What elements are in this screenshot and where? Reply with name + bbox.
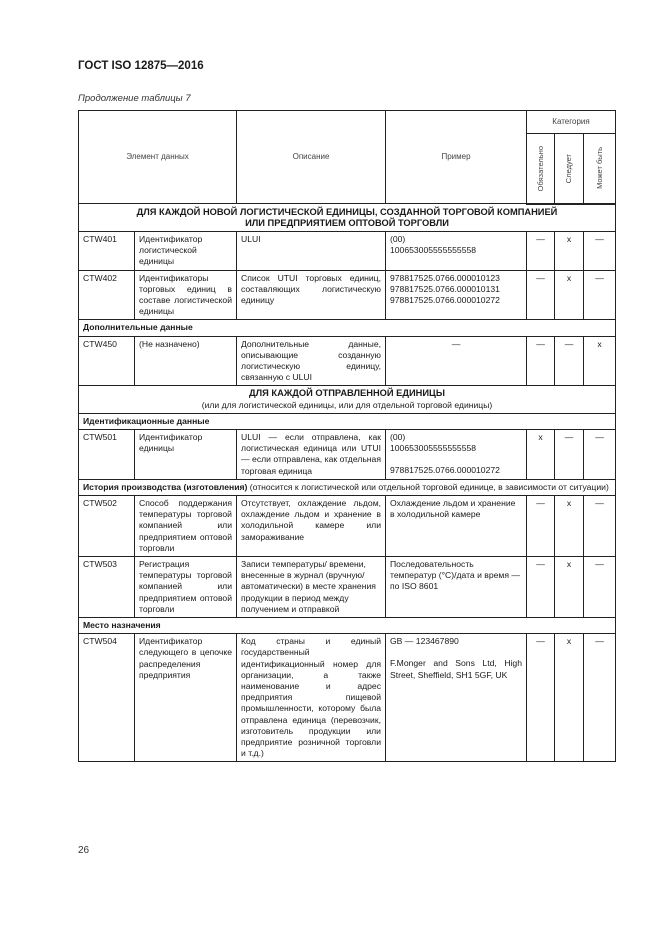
- document-title: ГОСТ ISO 12875—2016: [78, 60, 204, 72]
- column-header-example: Пример: [386, 111, 527, 204]
- row-may: —: [584, 270, 616, 320]
- row-example: —: [386, 336, 527, 386]
- row-may: —: [584, 495, 616, 556]
- row-mandatory: —: [527, 634, 555, 762]
- row-element: Идентификатор единицы: [135, 429, 237, 479]
- table-row: [79, 495, 616, 556]
- row-element: Идентификатор следующего в цепочке распределения предприятия: [135, 634, 237, 762]
- row-should: х: [555, 270, 584, 320]
- row-example: (00) 100653005555555558: [386, 231, 527, 270]
- row-mandatory: —: [527, 495, 555, 556]
- row-may: —: [584, 231, 616, 270]
- row-should: х: [555, 495, 584, 556]
- subsection-identification-data: Идентификационные данные: [79, 413, 616, 429]
- row-mandatory: —: [527, 231, 555, 270]
- row-description: Отсутствует, охлаждение льдом, охлаждение льдом и хранение в холодильной камере или замораживание: [237, 495, 386, 556]
- row-code: CTW450: [79, 336, 135, 386]
- row-description: Список UTUI торговых единиц, составляющих логистическую единицу: [237, 270, 386, 320]
- row-may: х: [584, 336, 616, 386]
- row-should: х: [555, 231, 584, 270]
- table-row: [79, 429, 616, 479]
- table-row: [79, 556, 616, 617]
- column-header-mandatory: Обязательно: [527, 134, 555, 204]
- row-description: ULUI — если отправлена, как логистическая единица или UTUI — если отправлена, как отдельная торговая единица: [237, 429, 386, 479]
- column-header-description: Описание: [237, 111, 386, 204]
- row-code: CTW501: [79, 429, 135, 479]
- column-header-element: Элемент данных: [79, 111, 237, 204]
- row-description: Дополнительные данные, описывающие созданную логистическую единицу, связанную с ULUI: [237, 336, 386, 386]
- table-caption: Продолжение таблицы 7: [78, 93, 191, 104]
- table-row: [79, 634, 616, 762]
- row-element: Способ поддержания температуры торговой компанией или предприятием оптовой торговли: [135, 495, 237, 556]
- row-may: —: [584, 429, 616, 479]
- row-description: ULUI: [237, 231, 386, 270]
- row-code: CTW502: [79, 495, 135, 556]
- column-header-category: Категория: [527, 111, 616, 134]
- row-example: 978817525.0766.000010123 978817525.0766.000010131 978817525.0766.000010272: [386, 270, 527, 320]
- row-example: GB — 123467890 F.Monger and Sons Ltd, High Street, Sheffield, SH1 5GF, UK: [386, 634, 527, 762]
- row-example: Последовательность температур (°С)/дата и время — по ISO 8601: [386, 556, 527, 617]
- row-example: Охлаждение льдом и хранение в холодильной камере: [386, 495, 527, 556]
- row-code: CTW402: [79, 270, 135, 320]
- row-description: Код страны и единый государственный идентификационный номер для организации, а также наименование и адрес предприятия пищевой промышленности, которому была отправлена единица (перевозчик, изготовитель продукции или предприятие розничной торговли и т.д.): [237, 634, 386, 762]
- row-mandatory: —: [527, 270, 555, 320]
- row-element: Идентификатор логистической единицы: [135, 231, 237, 270]
- row-element: Регистрация температуры торговой компанией или предприятием оптовой торговли: [135, 556, 237, 617]
- page-number: 26: [78, 845, 90, 856]
- column-header-should: Следует: [555, 134, 584, 204]
- row-element: (Не назначено): [135, 336, 237, 386]
- row-code: CTW401: [79, 231, 135, 270]
- row-may: —: [584, 556, 616, 617]
- row-mandatory: х: [527, 429, 555, 479]
- table-row: [79, 231, 616, 270]
- subsection-production-history: История производства (изготовления) (относится к логистической или отдельной торговой единице, в зависимости от ситуации): [79, 479, 616, 495]
- subsection-destination: Место назначения: [79, 618, 616, 634]
- row-example: (00) 100653005555555558 978817525.0766.000010272: [386, 429, 527, 479]
- table-row: [79, 270, 616, 320]
- row-mandatory: —: [527, 336, 555, 386]
- subsection-additional-data: Дополнительные данные: [79, 320, 616, 336]
- row-mandatory: —: [527, 556, 555, 617]
- row-should: х: [555, 556, 584, 617]
- row-code: CTW504: [79, 634, 135, 762]
- section-header-shipped-unit: ДЛЯ КАЖДОЙ ОТПРАВЛЕННОЙ ЕДИНИЦЫ (или для логистической единицы, или для отдельной торговой единицы): [79, 386, 616, 413]
- row-may: —: [584, 634, 616, 762]
- row-element: Идентификаторы торговых единиц в составе логистической единицы: [135, 270, 237, 320]
- row-should: —: [555, 336, 584, 386]
- row-description: Записи температуры/ времени, внесенные в журнал (вручную/ автоматически) в месте хранения продукции в период между получением и отправкой: [237, 556, 386, 617]
- row-code: CTW503: [79, 556, 135, 617]
- table-row: [79, 336, 616, 386]
- section-header-new-logistic-unit: ДЛЯ КАЖДОЙ НОВОЙ ЛОГИСТИЧЕСКОЙ ЕДИНИЦЫ, СОЗДАННОЙ ТОРГОВОЙ КОМПАНИЕЙ ИЛИ ПРЕДПРИЯТИЕМ ОПТОВОЙ ТОРГОВЛИ: [79, 204, 616, 232]
- column-header-may: Может быть: [584, 134, 616, 204]
- row-should: х: [555, 634, 584, 762]
- row-should: —: [555, 429, 584, 479]
- data-elements-table: [78, 110, 616, 762]
